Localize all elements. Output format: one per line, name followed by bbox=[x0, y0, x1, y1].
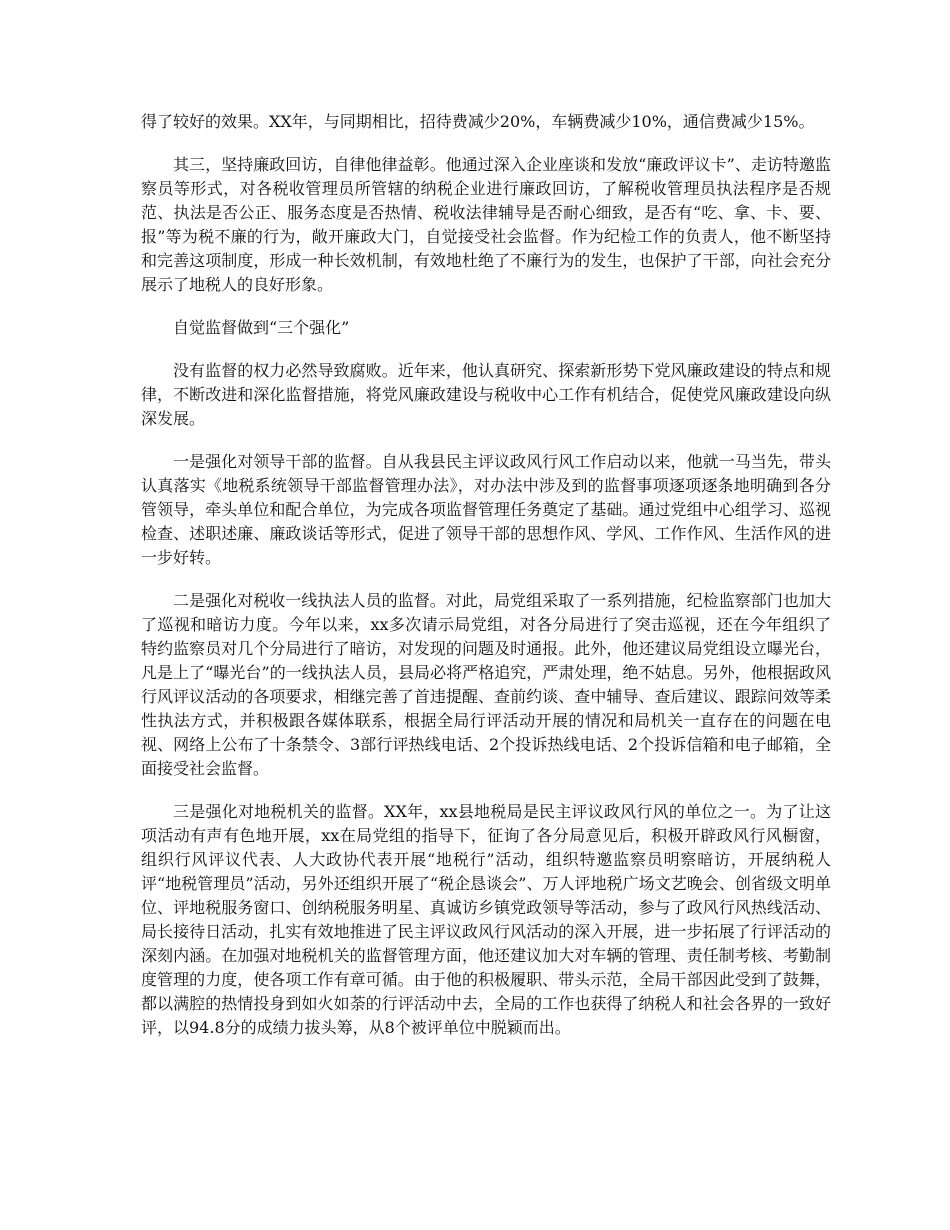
paragraph-agency-supervision: 三是强化对地税机关的监督。XX年，xx县地税局是民主评议政风行风的单位之一。为了让这项活动有声有色地开展，xx在局党组的指导下，征询了各分局意见后，积极开辟政风行风橱窗，组织行风评议代表、人大政协代表开展“地税行”活动，组织特邀监察员明察暗访，开展纳税人评“地税管理员”活动，另外还组织开展了“税企恳谈会”、万人评地税广场文艺晚会、创省级文明单位、评地税服务窗口、创纳税服务明星、真诚访乡镇党政领导等活动，参与了政风行风热线活动、局长接待日活动，扎实有效地推进了民主评议政风行风活动的深入开展，进一步拓展了行评活动的深刻内涵。在加强对地税机关的监督管理方面，他还建议加大对车辆的管理、责任制考核、考勤制度管理的力度，使各项工作有章可循。由于他的积极履职、带头示范，全局干部因此受到了鼓舞，都以满腔的热情投身到如火如荼的行评活动中去，全局的工作也获得了纳税人和社会各界的一致好评，以94.8分的成绩力拔头筹，从8个被评单位中脱颖而出。 bbox=[141, 802, 831, 1037]
section-heading: 自觉监督做到“三个强化” bbox=[173, 318, 350, 337]
document-page bbox=[141, 110, 831, 1059]
paragraph-clean-government-visits: 其三，坚持廉政回访，自律他律益彰。他通过深入企业座谈和发放“廉政评议卡”、走访特邀监察员等形式，对各税收管理员所管辖的纳税企业进行廉政回访，了解税收管理员执法程序是否规范、执法是否公正、服务态度是否热情、税收法律辅导是否耐心细致，是否有“吃、拿、卡、要、报”等为税不廉的行为，敞开廉政大门，自觉接受社会监督。作为纪检工作的负责人，他不断坚持和完善这项制度，形成一种长效机制，有效地杜绝了不廉行为的发生，也保护了干部，向社会充分展示了地税人的良好形象。 bbox=[141, 155, 831, 294]
paragraph-supervision-intro: 没有监督的权力必然导致腐败。近年来，他认真研究、探索新形势下党风廉政建设的特点和规律，不断改进和深化监督措施，将党风廉政建设与税收中心工作有机结合，促使党风廉政建设向纵深发展。 bbox=[141, 361, 831, 428]
paragraph-leader-supervision: 一是强化对领导干部的监督。自从我县民主评议政风行风工作启动以来，他就一马当先，带头认真落实《地税系统领导干部监督管理办法》，对办法中涉及到的监督事项逐项逐条地明确到各分管领导，牵头单位和配合单位，为完成各项监督管理任务奠定了基础。通过党组中心组学习、巡视检查、述职述廉、廉政谈话等形式，促进了领导干部的思想作风、学风、工作作风、生活作风的进一步好转。 bbox=[141, 452, 831, 567]
paragraph-frontline-supervision: 二是强化对税收一线执法人员的监督。对此，局党组采取了一系列措施，纪检监察部门也加大了巡视和暗访力度。今年以来，xx多次请示局党组，对各分局进行了突击巡视，还在今年组织了特约监察员对几个分局进行了暗访，对发现的问题及时通报。此外，他还建议局党组设立曝光台，凡是上了“曝光台”的一线执法人员，县局必将严格追究，严肃处理，绝不姑息。另外，他根据政风行风评议活动的各项要求，相继完善了首违提醒、查前约谈、查中辅导、查后建议、跟踪问效等柔性执法方式，并积极跟各媒体联系，根据全局行评活动开展的情况和局机关一直存在的问题在电视、网络上公布了十条禁令、3部行评热线电话、2个投诉热线电话、2个投诉信箱和电子邮箱，全面接受社会监督。 bbox=[141, 591, 831, 778]
paragraph-cost-reduction: 得了较好的效果。XX年，与同期相比，招待费减少20%，车辆费减少10%，通信费减少15%。 bbox=[141, 112, 815, 131]
